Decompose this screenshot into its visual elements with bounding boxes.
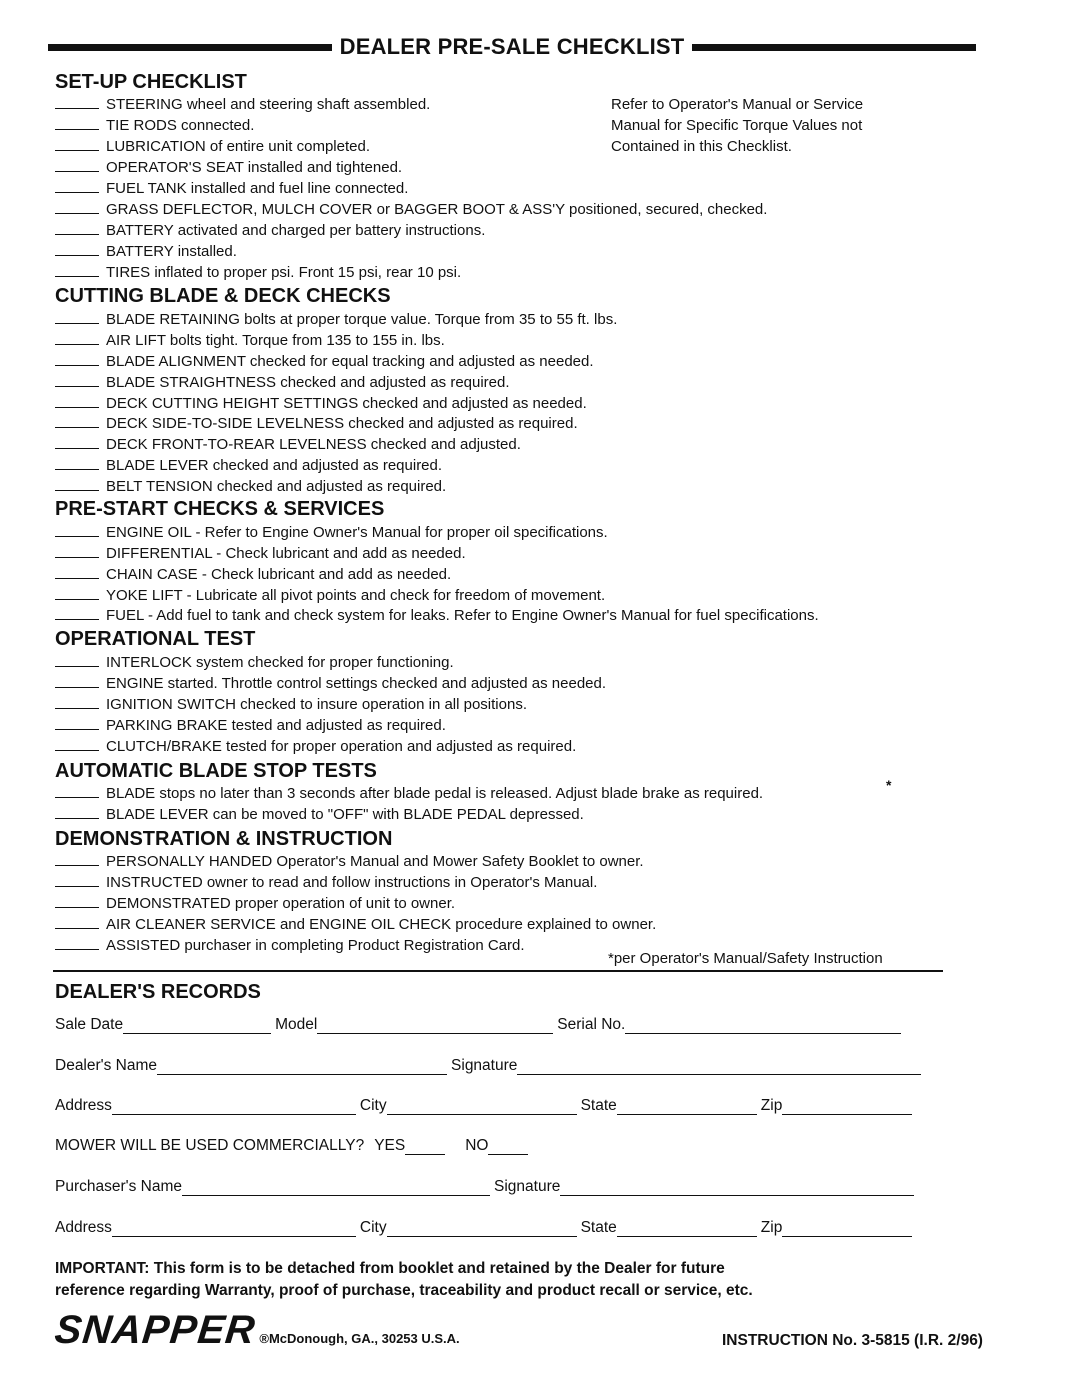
checklist-item[interactable]: BLADE RETAINING bolts at proper torque value. Torque from 35 to 55 ft. lbs.	[55, 310, 617, 329]
dealer-signature-field[interactable]	[517, 1060, 921, 1075]
dealer-zip-field[interactable]	[782, 1100, 912, 1115]
yes-label: YES	[374, 1137, 406, 1154]
checklist-item[interactable]: ENGINE OIL - Refer to Engine Owner's Manual for proper oil specifications.	[55, 523, 608, 542]
commercial-question: MOWER WILL BE USED COMMERCIALLY?	[55, 1137, 365, 1154]
dealer-state-field[interactable]	[617, 1100, 757, 1115]
check-blank[interactable]	[55, 565, 99, 579]
checklist-item[interactable]: AIR LIFT bolts tight. Torque from 135 to 155 in. lbs.	[55, 331, 445, 350]
checklist-item[interactable]: BLADE LEVER can be moved to "OFF" with BLADE PEDAL depressed.	[55, 805, 584, 824]
purchaser-signature-label: Signature	[494, 1178, 561, 1195]
serial-label: Serial No.	[557, 1016, 626, 1033]
torque-note-line: Refer to Operator's Manual or Service	[611, 96, 864, 113]
checklist-item[interactable]: BATTERY activated and charged per battery instructions.	[55, 221, 485, 240]
checklist-item[interactable]: ASSISTED purchaser in completing Product Registration Card.	[55, 936, 525, 955]
check-blank[interactable]	[55, 373, 99, 387]
page-title: DEALER PRE-SALE CHECKLIST	[339, 34, 685, 59]
zip-label: Zip	[760, 1097, 783, 1114]
zip-label: Zip	[760, 1219, 783, 1236]
section-heading-cutting: CUTTING BLADE & DECK CHECKS	[55, 285, 391, 307]
city-label: City	[359, 1219, 387, 1236]
brand-address: ®McDonough, GA., 30253 U.S.A.	[259, 1331, 460, 1346]
checklist-item[interactable]: PERSONALLY HANDED Operator's Manual and Mower Safety Booklet to owner.	[55, 852, 644, 871]
footnote-asterisk: *	[886, 777, 892, 793]
check-blank[interactable]	[55, 310, 99, 324]
brand-logo	[52, 1308, 460, 1352]
checklist-item[interactable]: BLADE STRAIGHTNESS checked and adjusted as required.	[55, 373, 510, 392]
section-heading-demo: DEMONSTRATION & INSTRUCTION	[55, 828, 393, 850]
checklist-item[interactable]: DECK CUTTING HEIGHT SETTINGS checked and adjusted as needed.	[55, 394, 587, 413]
check-blank[interactable]	[55, 221, 99, 235]
title-rule-right	[692, 44, 976, 51]
section-heading-setup: SET-UP CHECKLIST	[55, 71, 247, 93]
check-blank[interactable]	[55, 158, 99, 172]
checklist-item[interactable]: IGNITION SWITCH checked to insure operation in all positions.	[55, 695, 527, 714]
title-row	[48, 32, 976, 62]
check-blank[interactable]	[55, 523, 99, 537]
records-row-dealer-address	[55, 1097, 916, 1115]
check-blank[interactable]	[55, 179, 99, 193]
check-blank[interactable]	[55, 331, 99, 345]
dealer-city-field[interactable]	[387, 1100, 577, 1115]
check-blank[interactable]	[55, 873, 99, 887]
model-field[interactable]	[317, 1019, 553, 1034]
checklist-item[interactable]: OPERATOR'S SEAT installed and tightened.	[55, 158, 402, 177]
state-label: State	[580, 1219, 617, 1236]
brand-wordmark: SNAPPER	[52, 1308, 258, 1352]
purchaser-name-label: Purchaser's Name	[55, 1178, 183, 1195]
checklist-item[interactable]: LUBRICATION of entire unit completed.	[55, 137, 370, 156]
check-blank[interactable]	[55, 456, 99, 470]
footnote-text: *per Operator's Manual/Safety Instruction	[608, 950, 883, 967]
purchaser-signature-field[interactable]	[560, 1181, 914, 1196]
sale-date-label: Sale Date	[55, 1016, 124, 1033]
check-blank[interactable]	[55, 716, 99, 730]
records-heading: DEALER'S RECORDS	[55, 981, 261, 1003]
checklist-item[interactable]: BATTERY installed.	[55, 242, 237, 261]
torque-note-line: Contained in this Checklist.	[611, 138, 792, 155]
section-heading-operational: OPERATIONAL TEST	[55, 628, 256, 650]
checklist-item[interactable]: DECK FRONT-TO-REAR LEVELNESS checked and adjusted.	[55, 435, 521, 454]
checklist-item[interactable]: TIE RODS connected.	[55, 116, 254, 135]
instruction-number: INSTRUCTION No. 3-5815 (I.R. 2/96)	[722, 1332, 983, 1349]
title-rule-left	[48, 44, 332, 51]
checklist-item[interactable]: YOKE LIFT - Lubricate all pivot points and check for freedom of movement.	[55, 586, 605, 605]
check-blank[interactable]	[55, 116, 99, 130]
check-blank[interactable]	[55, 394, 99, 408]
check-blank[interactable]	[55, 435, 99, 449]
checklist-item[interactable]: STEERING wheel and steering shaft assembled.	[55, 95, 430, 114]
checklist-item[interactable]: CHAIN CASE - Check lubricant and add as needed.	[55, 565, 451, 584]
section-heading-prestart: PRE-START CHECKS & SERVICES	[55, 498, 385, 520]
section-divider	[53, 970, 943, 972]
check-blank[interactable]	[55, 544, 99, 558]
purchaser-address-field[interactable]	[112, 1222, 356, 1237]
purchaser-state-field[interactable]	[617, 1222, 757, 1237]
check-blank[interactable]	[55, 137, 99, 151]
records-row-purchaser	[55, 1178, 918, 1196]
check-blank[interactable]	[55, 263, 99, 277]
records-row-commercial	[55, 1137, 532, 1155]
dealer-name-field[interactable]	[157, 1060, 447, 1075]
checklist-item[interactable]: INSTRUCTED owner to read and follow instructions in Operator's Manual.	[55, 873, 597, 892]
checklist-item[interactable]: ENGINE started. Throttle control settings checked and adjusted as needed.	[55, 674, 606, 693]
check-blank[interactable]	[55, 242, 99, 256]
check-blank[interactable]	[55, 737, 99, 751]
check-blank[interactable]	[55, 674, 99, 688]
check-blank[interactable]	[55, 477, 99, 491]
model-label: Model	[275, 1016, 318, 1033]
no-label: NO	[465, 1137, 489, 1154]
check-blank[interactable]	[55, 586, 99, 600]
important-notice: IMPORTANT: This form is to be detached from booklet and retained by the Dealer for future reference regarding Warranty, proof of purchase, traceability and product recall or service, etc.	[55, 1260, 753, 1299]
state-label: State	[580, 1097, 617, 1114]
check-blank[interactable]	[55, 653, 99, 667]
checklist-item[interactable]: FUEL TANK installed and fuel line connected.	[55, 179, 408, 198]
checklist-item[interactable]: BLADE LEVER checked and adjusted as required.	[55, 456, 442, 475]
city-label: City	[359, 1097, 387, 1114]
dealer-address-field[interactable]	[112, 1100, 356, 1115]
records-row-dealer	[55, 1057, 925, 1075]
address-label: Address	[55, 1219, 112, 1236]
check-blank[interactable]	[55, 606, 99, 620]
torque-note-line: Manual for Specific Torque Values not	[611, 117, 863, 134]
serial-field[interactable]	[625, 1019, 901, 1034]
purchaser-zip-field[interactable]	[782, 1222, 912, 1237]
records-row-purchaser-address	[55, 1219, 916, 1237]
dealer-signature-label: Signature	[451, 1057, 518, 1074]
checklist-item[interactable]: BELT TENSION checked and adjusted as required.	[55, 477, 446, 496]
checklist-item[interactable]: AIR CLEANER SERVICE and ENGINE OIL CHECK procedure explained to owner.	[55, 915, 656, 934]
checklist-item[interactable]: GRASS DEFLECTOR, MULCH COVER or BAGGER BOOT & ASS'Y positioned, secured, checked.	[55, 200, 767, 219]
check-blank[interactable]	[55, 936, 99, 950]
check-blank[interactable]	[55, 95, 99, 109]
no-field[interactable]	[488, 1140, 528, 1155]
purchaser-name-field[interactable]	[182, 1181, 490, 1196]
checklist-item[interactable]: BLADE stops no later than 3 seconds after blade pedal is released. Adjust blade brake as required.	[55, 784, 763, 803]
checklist-item[interactable]: DECK SIDE-TO-SIDE LEVELNESS checked and adjusted as required.	[55, 414, 578, 433]
check-blank[interactable]	[55, 695, 99, 709]
yes-field[interactable]	[405, 1140, 445, 1155]
checklist-item[interactable]: TIRES inflated to proper psi. Front 15 psi, rear 10 psi.	[55, 263, 461, 282]
checklist-item[interactable]: DIFFERENTIAL - Check lubricant and add as needed.	[55, 544, 466, 563]
checklist-item[interactable]: BLADE ALIGNMENT checked for equal tracking and adjusted as needed.	[55, 352, 594, 371]
check-blank[interactable]	[55, 414, 99, 428]
check-blank[interactable]	[55, 352, 99, 366]
records-row-sale	[55, 1016, 905, 1034]
checklist-item[interactable]: INTERLOCK system checked for proper functioning.	[55, 653, 454, 672]
section-heading-bladestop: AUTOMATIC BLADE STOP TESTS	[55, 760, 377, 782]
address-label: Address	[55, 1097, 112, 1114]
check-blank[interactable]	[55, 894, 99, 908]
check-blank[interactable]	[55, 915, 99, 929]
checklist-item[interactable]: PARKING BRAKE tested and adjusted as required.	[55, 716, 446, 735]
dealer-name-label: Dealer's Name	[55, 1057, 158, 1074]
check-blank[interactable]	[55, 852, 99, 866]
checklist-item[interactable]: DEMONSTRATED proper operation of unit to owner.	[55, 894, 455, 913]
checklist-item[interactable]: CLUTCH/BRAKE tested for proper operation and adjusted as required.	[55, 737, 576, 756]
check-blank[interactable]	[55, 200, 99, 214]
purchaser-city-field[interactable]	[387, 1222, 577, 1237]
check-blank[interactable]	[55, 805, 99, 819]
sale-date-field[interactable]	[123, 1019, 271, 1034]
checklist-item[interactable]: FUEL - Add fuel to tank and check system for leaks. Refer to Engine Owner's Manual for fuel specifications.	[55, 606, 819, 625]
check-blank[interactable]	[55, 784, 99, 798]
